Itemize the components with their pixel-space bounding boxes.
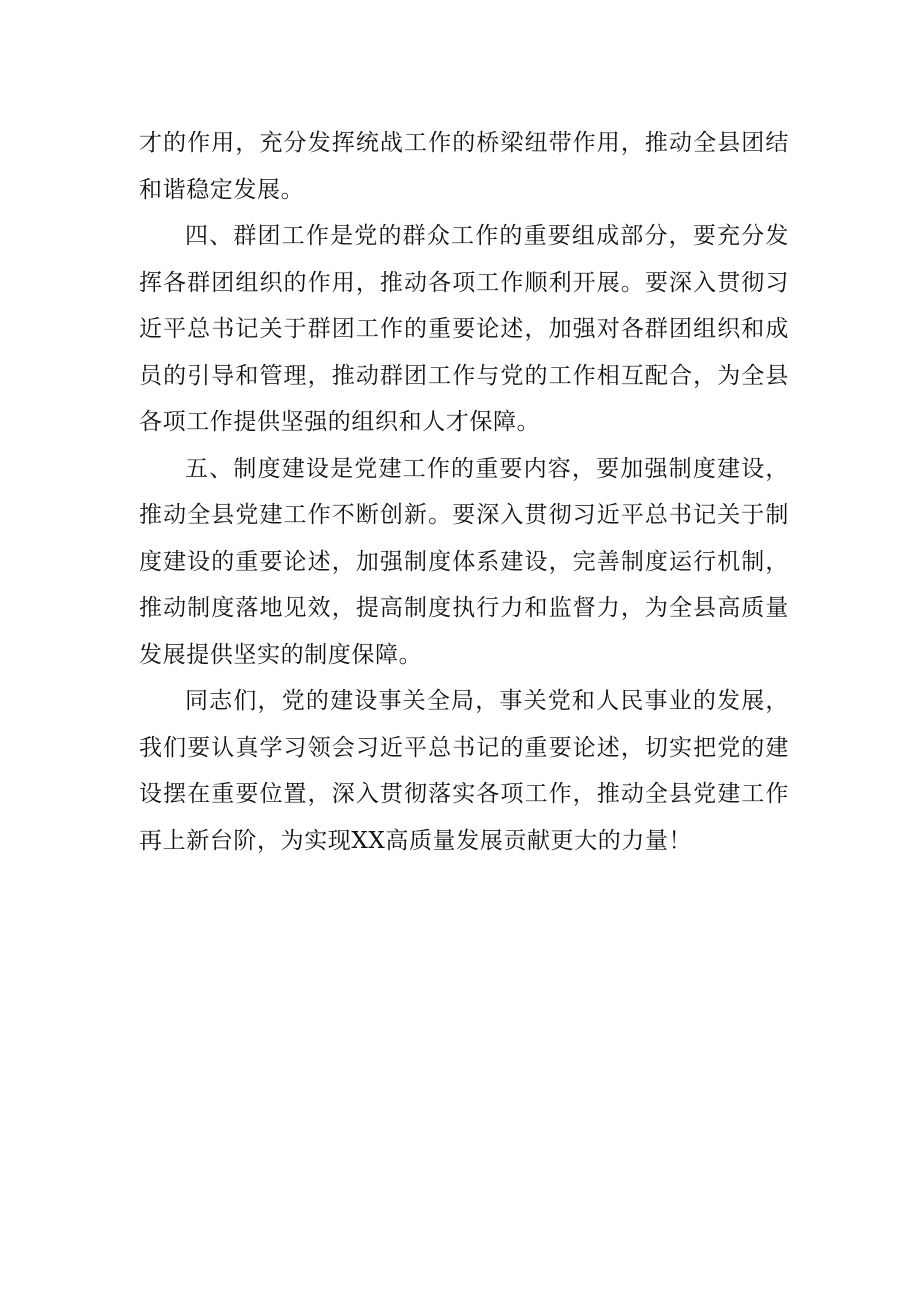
- paragraph-continuation: 才的作用，充分发挥统战工作的桥梁纽带作用，推动全县团结和谐稳定发展。: [139, 130, 789, 203]
- document-body: [139, 120, 789, 864]
- paragraph-mass-organizations: 四、群团工作是党的群众工作的重要组成部分，要充分发挥各群团组织的作用，推动各项工作顺利开展。要深入贯彻习近平总书记关于群团工作的重要论述，加强对各群团组织和成员的引导和管理，推动群团工作与党的工作相互配合，为全县各项工作提供坚强的组织和人才保障。: [139, 223, 789, 435]
- paragraph-system-building: 五、制度建设是党建工作的重要内容，要加强制度建设，推动全县党建工作不断创新。要深入贯彻习近平总书记关于制度建设的重要论述，加强制度体系建设，完善制度运行机制，推动制度落地见效，提高制度执行力和监督力，为全县高质量发展提供坚实的制度保障。: [139, 455, 789, 668]
- paragraph-closing: 同志们，党的建设事关全局，事关党和人民事业的发展，我们要认真学习领会习近平总书记的重要论述，切实把党的建设摆在重要位置，深入贯彻落实各项工作，推动全县党建工作再上新台阶，为实现XX高质量发展贡献更大的力量！: [139, 688, 789, 854]
